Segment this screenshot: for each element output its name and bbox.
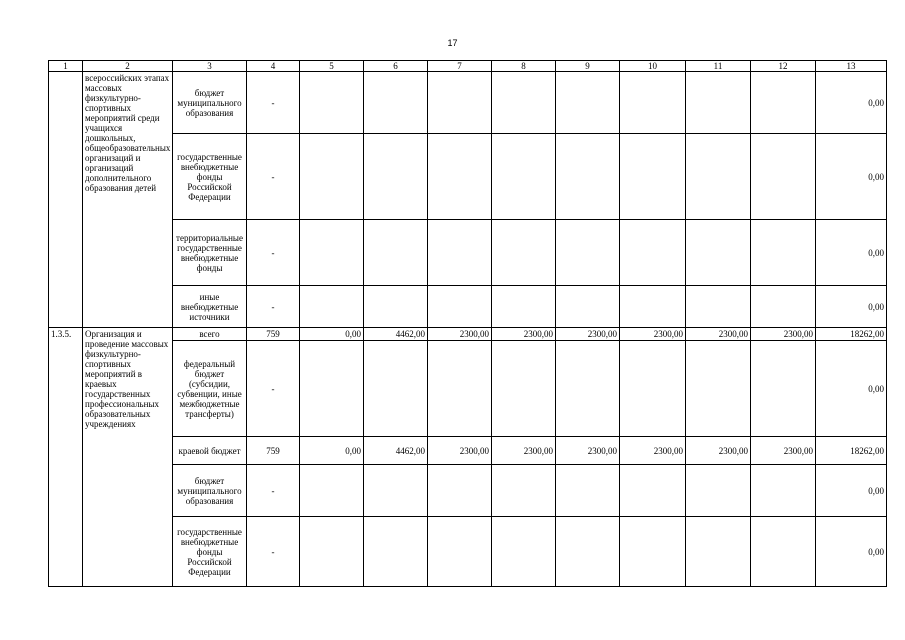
- value-cell: [364, 517, 428, 587]
- value-cell: [492, 220, 556, 286]
- header-cell: 10: [620, 61, 686, 72]
- value-cell: [751, 341, 816, 437]
- code-cell: -: [247, 465, 300, 517]
- code-cell: 759: [247, 328, 300, 341]
- header-cell: 4: [247, 61, 300, 72]
- value-cell: 2300,00: [620, 437, 686, 465]
- value-cell: [300, 465, 364, 517]
- value-cell: [751, 465, 816, 517]
- value-cell: [428, 72, 492, 134]
- header-cell: 9: [556, 61, 620, 72]
- value-cell: [364, 286, 428, 328]
- total-cell: 0,00: [816, 220, 887, 286]
- value-cell: [620, 341, 686, 437]
- value-cell: 2300,00: [751, 328, 816, 341]
- value-cell: [751, 134, 816, 220]
- value-cell: [364, 134, 428, 220]
- value-cell: [364, 341, 428, 437]
- code-cell: -: [247, 341, 300, 437]
- code-cell: 759: [247, 437, 300, 465]
- value-cell: [686, 134, 751, 220]
- value-cell: [751, 72, 816, 134]
- value-cell: [300, 134, 364, 220]
- header-cell: 11: [686, 61, 751, 72]
- value-cell: [686, 220, 751, 286]
- page-number: 17: [447, 38, 458, 48]
- funding-source: территориальные государственные внебюджетные фонды: [173, 220, 247, 286]
- value-cell: 0,00: [300, 328, 364, 341]
- value-cell: [620, 220, 686, 286]
- value-cell: [428, 465, 492, 517]
- value-cell: [492, 465, 556, 517]
- funding-source: иные внебюджетные источники: [173, 286, 247, 328]
- value-cell: [556, 134, 620, 220]
- total-cell: 0,00: [816, 517, 887, 587]
- value-cell: [620, 72, 686, 134]
- value-cell: [364, 72, 428, 134]
- value-cell: [556, 341, 620, 437]
- value-cell: [492, 286, 556, 328]
- code-cell: -: [247, 286, 300, 328]
- value-cell: 2300,00: [556, 437, 620, 465]
- value-cell: [751, 517, 816, 587]
- value-cell: [428, 517, 492, 587]
- table-row: [49, 328, 887, 341]
- header-cell: 8: [492, 61, 556, 72]
- table-row: [49, 517, 887, 587]
- funding-source: государственные внебюджетные фонды Российской Федерации: [173, 134, 247, 220]
- header-cell: 12: [751, 61, 816, 72]
- value-cell: 2300,00: [620, 328, 686, 341]
- item-name: всероссийских этапах массовых физкультурно-спортивных мероприятий среди учащихся дошкольных, общеобразовательных организаций и организаций дополнительного образования детей: [83, 72, 173, 328]
- code-cell: -: [247, 517, 300, 587]
- funding-source: бюджет муниципального образования: [173, 465, 247, 517]
- table-row: [49, 220, 887, 286]
- header-cell: 3: [173, 61, 247, 72]
- total-cell: 0,00: [816, 134, 887, 220]
- value-cell: [686, 286, 751, 328]
- value-cell: [428, 341, 492, 437]
- value-cell: 2300,00: [686, 437, 751, 465]
- value-cell: [686, 72, 751, 134]
- value-cell: [364, 220, 428, 286]
- total-cell: 18262,00: [816, 437, 887, 465]
- funding-source: государственные внебюджетные фонды Российской Федерации: [173, 517, 247, 587]
- value-cell: [686, 517, 751, 587]
- value-cell: 2300,00: [492, 328, 556, 341]
- table-row: [49, 72, 887, 134]
- budget-table: [48, 60, 887, 587]
- value-cell: [556, 286, 620, 328]
- value-cell: [620, 134, 686, 220]
- funding-source: бюджет муниципального образования: [173, 72, 247, 134]
- funding-source: федеральный бюджет (субсидии, субвенции, иные межбюджетные трансферты): [173, 341, 247, 437]
- total-cell: 0,00: [816, 341, 887, 437]
- value-cell: 4462,00: [364, 328, 428, 341]
- value-cell: [556, 220, 620, 286]
- value-cell: [751, 286, 816, 328]
- value-cell: [300, 341, 364, 437]
- header-cell: 7: [428, 61, 492, 72]
- table-row: [49, 465, 887, 517]
- total-cell: 18262,00: [816, 328, 887, 341]
- value-cell: [492, 341, 556, 437]
- value-cell: 2300,00: [428, 437, 492, 465]
- code-cell: -: [247, 72, 300, 134]
- value-cell: [556, 72, 620, 134]
- value-cell: [492, 517, 556, 587]
- table-row: [49, 134, 887, 220]
- total-cell: 0,00: [816, 465, 887, 517]
- value-cell: [686, 341, 751, 437]
- value-cell: [620, 286, 686, 328]
- item-number: [49, 72, 83, 328]
- header-row: [49, 61, 887, 72]
- total-cell: 0,00: [816, 72, 887, 134]
- total-cell: 0,00: [816, 286, 887, 328]
- table-row: [49, 437, 887, 465]
- funding-source: всего: [173, 328, 247, 341]
- value-cell: [492, 72, 556, 134]
- value-cell: [300, 72, 364, 134]
- value-cell: [492, 134, 556, 220]
- value-cell: [751, 220, 816, 286]
- value-cell: 2300,00: [428, 328, 492, 341]
- value-cell: [556, 465, 620, 517]
- header-cell: 2: [83, 61, 173, 72]
- value-cell: 2300,00: [556, 328, 620, 341]
- value-cell: [364, 465, 428, 517]
- funding-source: краевой бюджет: [173, 437, 247, 465]
- value-cell: 4462,00: [364, 437, 428, 465]
- table-row: [49, 286, 887, 328]
- value-cell: 2300,00: [492, 437, 556, 465]
- value-cell: 2300,00: [751, 437, 816, 465]
- code-cell: -: [247, 220, 300, 286]
- header-cell: 6: [364, 61, 428, 72]
- header-cell: 13: [816, 61, 887, 72]
- value-cell: [300, 517, 364, 587]
- code-cell: -: [247, 134, 300, 220]
- value-cell: [300, 220, 364, 286]
- table-row: [49, 341, 887, 437]
- header-cell: 1: [49, 61, 83, 72]
- value-cell: [428, 134, 492, 220]
- value-cell: [620, 465, 686, 517]
- value-cell: [620, 517, 686, 587]
- header-cell: 5: [300, 61, 364, 72]
- value-cell: [300, 286, 364, 328]
- value-cell: 0,00: [300, 437, 364, 465]
- value-cell: [556, 517, 620, 587]
- value-cell: 2300,00: [686, 328, 751, 341]
- item-name: Организация и проведение массовых физкультурно-спортивных мероприятий в краевых государственных профессиональных образовательных учреждениях: [83, 328, 173, 587]
- value-cell: [428, 220, 492, 286]
- item-number: 1.3.5.: [49, 328, 83, 587]
- value-cell: [686, 465, 751, 517]
- value-cell: [428, 286, 492, 328]
